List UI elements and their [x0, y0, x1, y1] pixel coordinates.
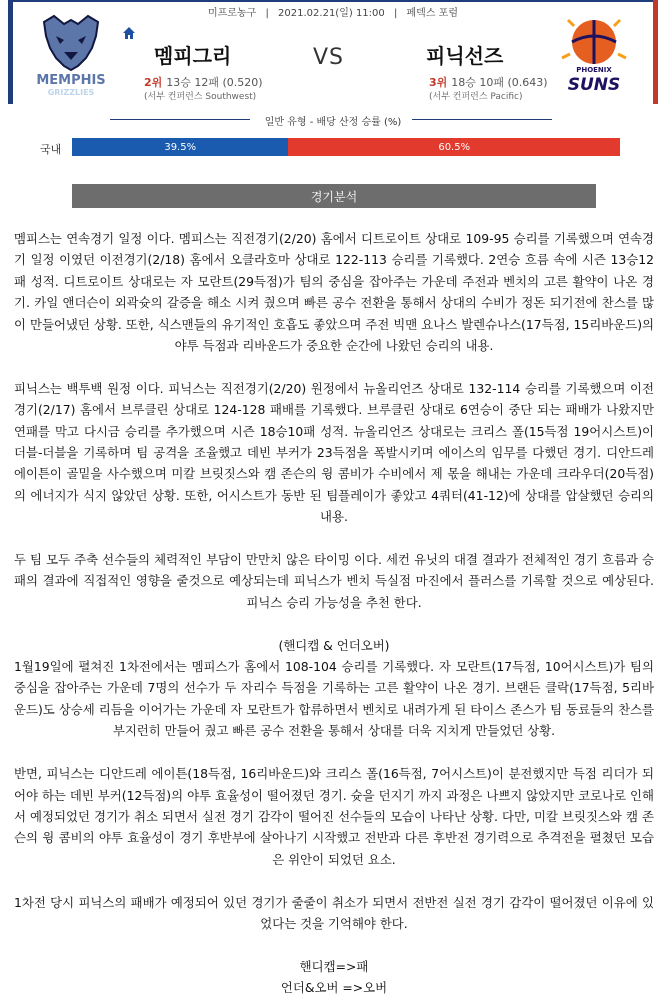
handicap-heading: (핸디캡 & 언더오버)	[278, 637, 390, 653]
logo-text-memphis: MEMPHIS	[36, 73, 106, 88]
league-name: 미프로농구	[207, 8, 257, 19]
analysis-paragraph-first-game: 1월19일에 펼쳐진 1차전에서는 멤피스가 홈에서 108-104 승리를 기록했다. 자 모란트(17득점, 10어시스트)가 팀의 중심을 잡아주는 가운데 7명의 선수가 두 자리수 득점을 기록하는 고른 활약이 나온 경기. 브랜든 클락(17득점, 5리바운드)도 상승세 리듬을 이어가는 가운데 자 모란트가 합류하면서 벤치로 내려가게 된 타이스 존스가 팀 동료들의 찬스를 부지런히 만들어 줬고 빠른 공수 전환을 통해서 상대를 더욱 지치게 만들었던 상황.	[14, 659, 654, 739]
away-team-name: 피닉선즈	[426, 44, 504, 68]
away-team-record	[429, 74, 548, 90]
odds-market-label: 국내	[40, 143, 62, 156]
logo-text-suns: SUNS	[567, 75, 621, 95]
home-team-name: 멤피그리	[154, 44, 232, 68]
logo-text-phoenix: PHOENIX	[576, 66, 612, 74]
analysis-paragraph-memphis: 멤피스는 연속경기 일정 이다. 멤피스는 직전경기(2/20) 홈에서 디트로이트 상대로 109-95 승리를 기록했으며 연속경기 일정 이였던 이전경기(2/18) 홈에서 오클라호마 상대로 122-113 승리를 기록했다. 2연승 흐름 속에 시즌 13승12패 성적. 디트로이트 상대로는 자 모란트(29득점)가 팀의 중심을 잡아주는 가운데 주전과 벤치의 고른 활약이 나온 경기. 카일 앤더슨이 외곽슛의 갈증을 해소 시켜 줬으며 빠른 공수 전환을 통해서 상대의 수비가 정돈 되기전에 찬스를 많이 만들어냈던 상황. 또한, 식스맨들의 유기적인 호흡도 좋았으며 주전 빅맨 요나스 발렌슈나스(17득점, 15리바운드)의 야투 득점과 리바운드가 중요한 순간에 나왔던 승리의 내용.	[14, 231, 654, 354]
match-meta: 미프로농구 | 2021.02.21(일) 11:00 | 페덱스 포럼	[207, 8, 458, 19]
section-title-analysis: 경기분석	[72, 184, 596, 208]
divider-right	[412, 119, 552, 120]
home-team-wl: 13승 12패 (0.520)	[166, 76, 263, 89]
odds-title: 일반 유형 - 배당 산정 승률 (%)	[264, 117, 402, 128]
away-team-rank: 3위	[429, 76, 448, 89]
underover-result: 언더&오버 =>오버	[280, 980, 388, 996]
match-datetime: 2021.02.21(일) 11:00	[278, 8, 385, 19]
home-icon	[122, 26, 136, 40]
away-probability-label: 60.5%	[438, 141, 471, 153]
analysis-content	[14, 228, 654, 999]
phoenix-suns-logo	[550, 12, 634, 96]
away-probability-segment	[288, 138, 620, 156]
analysis-paragraph-phoenix-first-game: 반면, 피닉스는 디안드레 에이튼(18득점, 16리바운드)와 크리스 폴(16득점, 7어시스트)이 분전했지만 득점 리더가 되어야 하는 데빈 부커(12득점)의 야투 효율성이 떨어졌던 경기. 슛을 던지기 까지 과정은 나쁘지 않았지만 코로나로 인해서 예정되었던 경기가 취소 되면서 실전 경기 감각이 떨어진 선수들의 모습이 나타난 상황. 다만, 미칼 브릿짓스와 캠 존슨의 윙 콤비의 야투 효율성이 경기 후반부에 살아나기 시작했고 전반과 다른 후반전 경기력으로 추격전을 펼쳤던 모습은 위안이 되었던 요소.	[14, 766, 654, 867]
logo-text-grizzlies: GRIZZLIES	[47, 88, 95, 97]
handicap-result: 핸디캡=>패	[299, 958, 369, 974]
vs-label: VS	[313, 45, 345, 70]
analysis-paragraph-reminder: 1차전 당시 피닉스의 패배가 예정되어 있던 경기가 줄줄이 취소가 되면서 전반전 실전 경기 감각이 떨어졌던 이유에 있었다는 것을 기억해야 한다.	[14, 894, 654, 931]
home-team-conference: (서부 컨퍼런스 Southwest)	[144, 92, 257, 102]
analysis-paragraph-prediction: 두 팀 모두 주축 선수들의 체력적인 부담이 만만치 않은 타이밍 이다. 세컨 유닛의 대결 결과가 전체적인 경기 흐름과 승패의 결과에 직접적인 영향을 줄것으로 예상되는데 피닉스가 벤치 득실점 마진에서 플러스를 기록할 것으로 예상된다. 피닉스 승리 가능성을 추천 한다.	[14, 552, 654, 610]
away-team-conference: (서부 컨퍼런스 Pacific)	[429, 92, 523, 102]
away-team-wl: 18승 10패 (0.643)	[451, 76, 548, 89]
memphis-grizzlies-logo	[30, 14, 112, 98]
match-venue: 페덱스 포럼	[406, 8, 458, 19]
home-probability-label: 39.5%	[164, 141, 197, 153]
win-probability-bar	[72, 138, 620, 156]
home-team-rank: 2위	[144, 76, 163, 89]
analysis-paragraph-phoenix: 피닉스는 백투백 원정 이다. 피닉스는 직전경기(2/20) 원정에서 뉴올리언즈 상대로 132-114 승리를 기록했으며 이전경기(2/17) 홈에서 브루클린 상대로 124-128 패배를 기록했다. 브루클린 상대로 6연승이 중단 되는 패배가 나왔지만 연패를 막고 다시금 승리를 추가했으며 시즌 18승10패 성적. 뉴올리언즈 상대로는 크리스 폴(15득점 19어시스트)이 더블-더블을 기록하며 팀 공격을 조율했고 데빈 부커가 23득점을 폭발시키며 에이스의 임무를 다했던 경기. 디안드레 에이튼이 골밑을 사수했으며 미칼 브릿짓스와 캠 존슨의 윙 콤비가 수비에서 제 몫을 해내는 가운데 크라우더(20득점)의 에너지가 식지 않았던 상황. 또한, 어시스트가 동반 된 팀플레이가 좋았고 4쿼터(41-12)에 상대를 압살했던 승리의 내용.	[14, 380, 654, 525]
home-team-record	[144, 74, 263, 90]
home-probability-segment	[72, 138, 288, 156]
